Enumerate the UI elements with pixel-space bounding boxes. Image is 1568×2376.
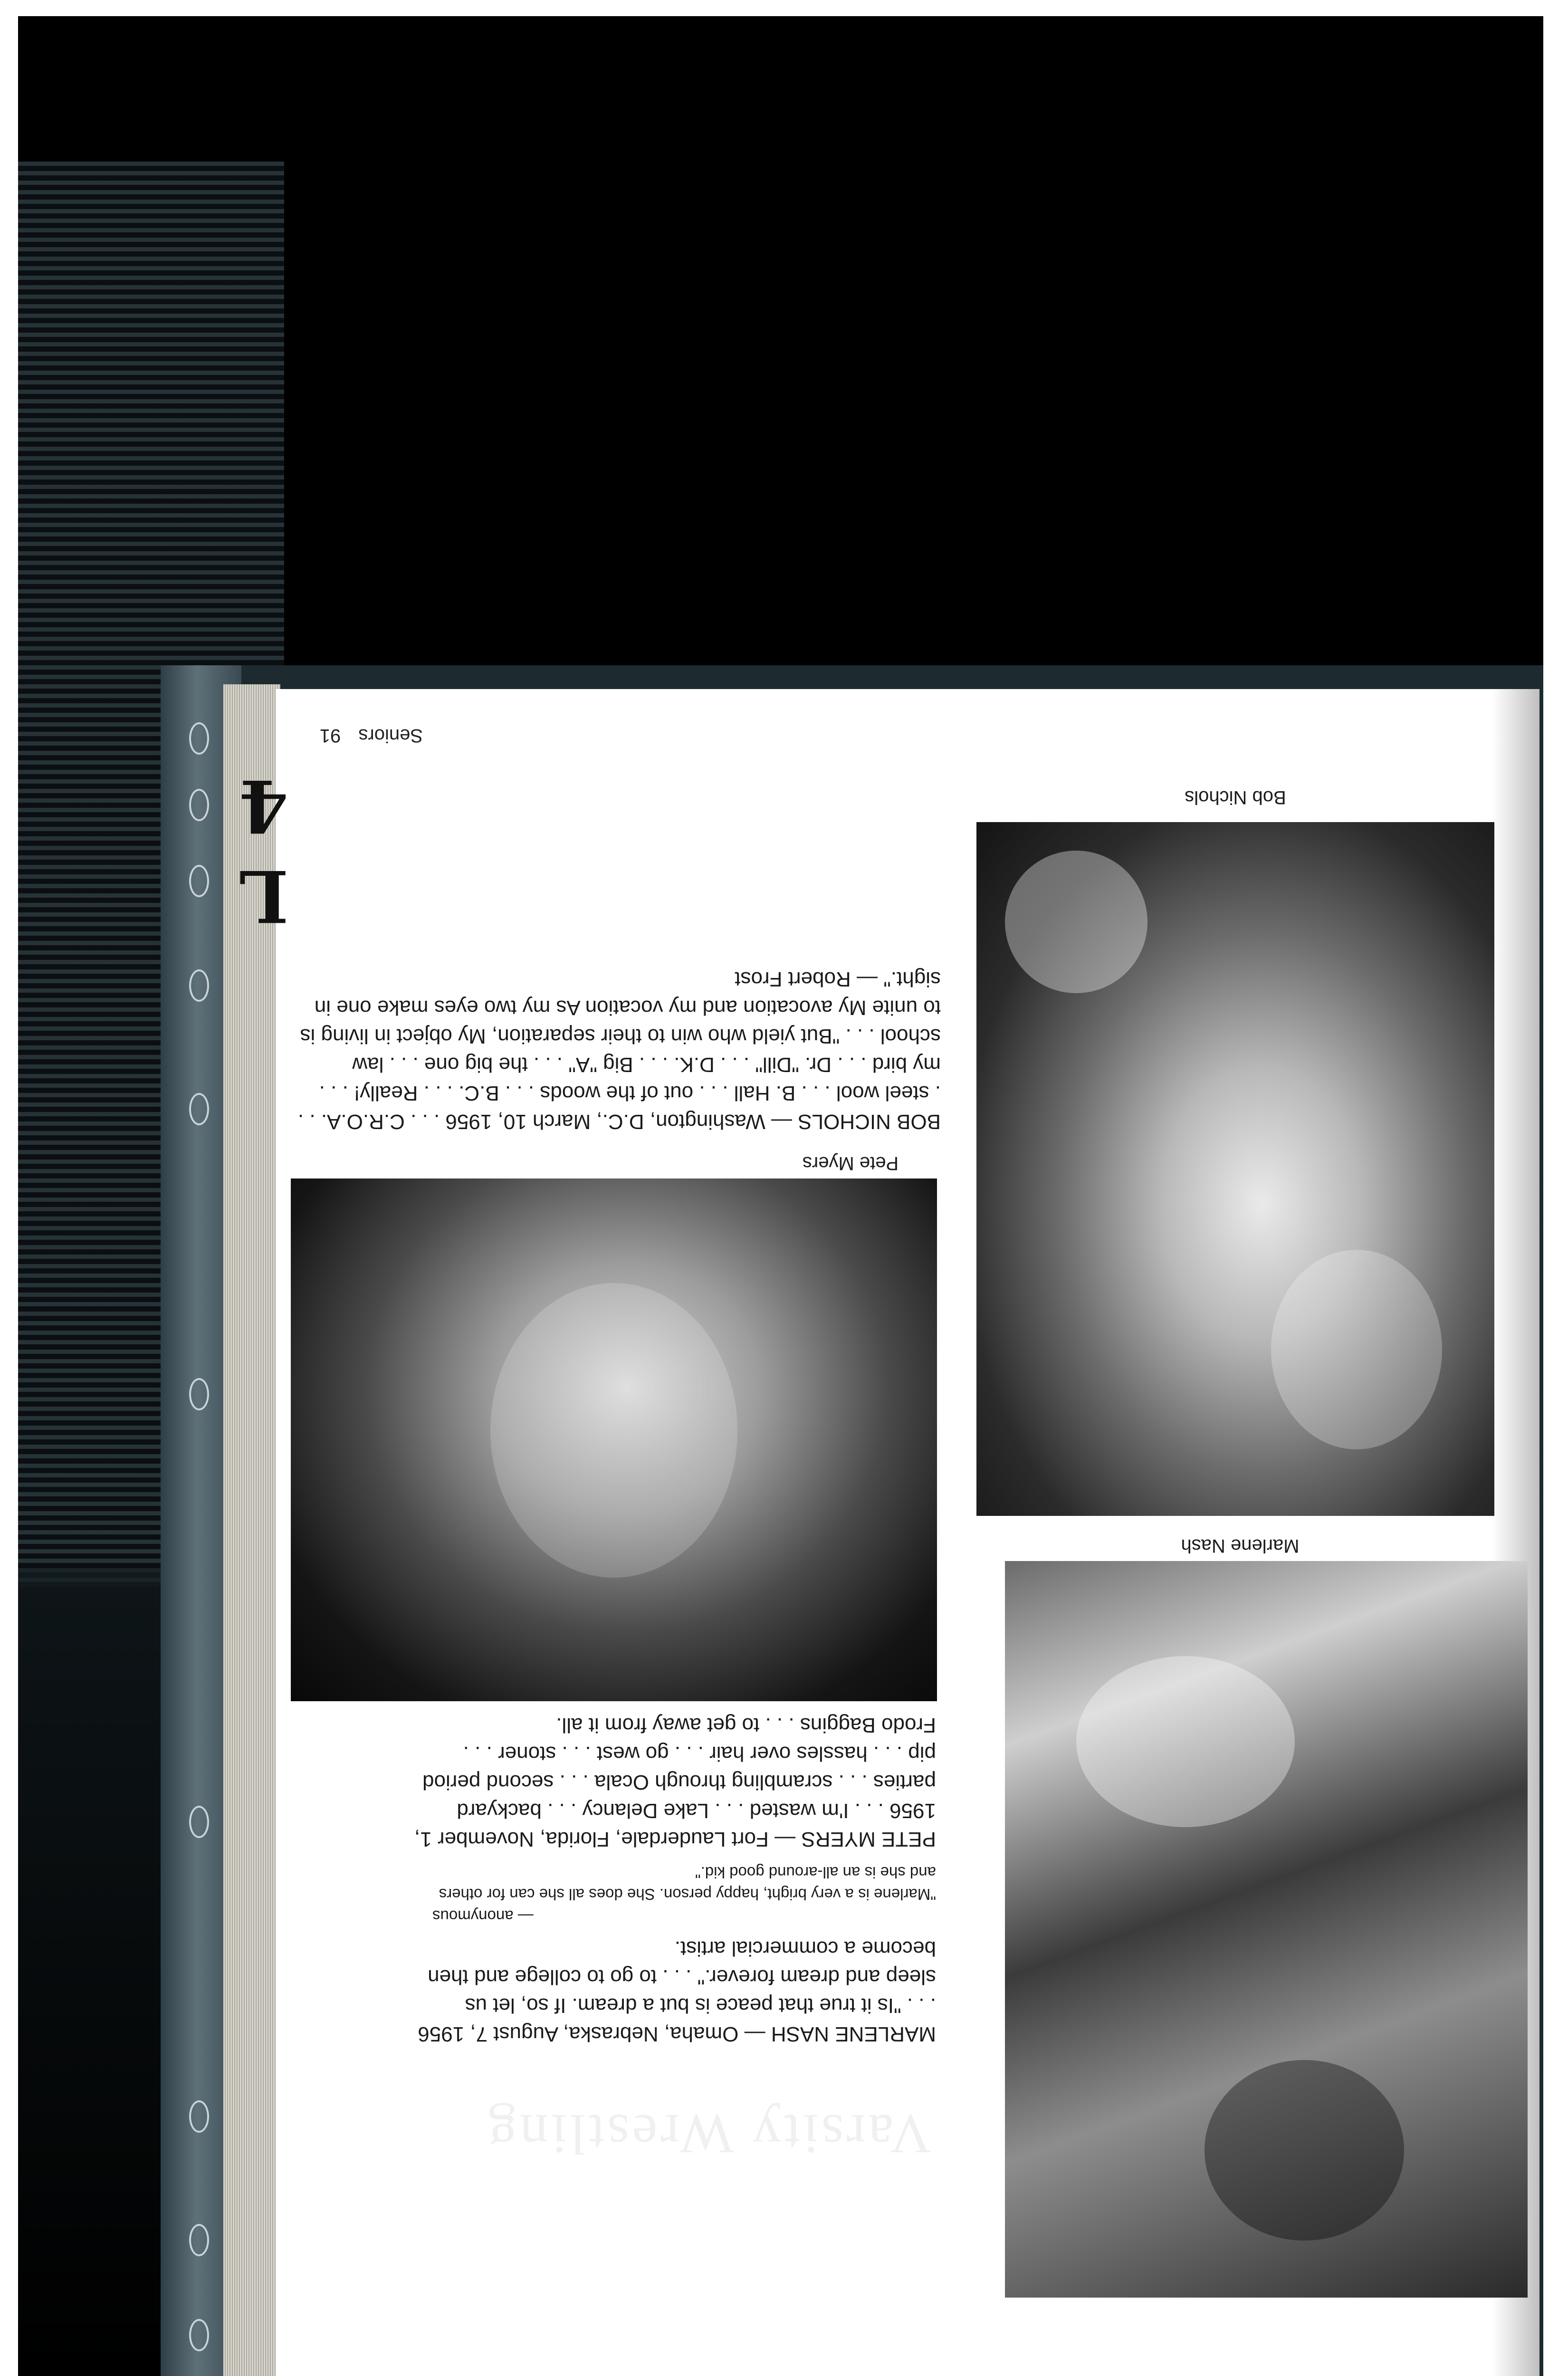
bob-nichols-photo: [976, 822, 1494, 1516]
marlene-photo-caption: Marlene Nash: [1181, 1535, 1300, 1556]
pete-myers-bio: PETE MYERS — Fort Lauderdale, Florida, November 1, 1956 . . . I'm wasted . . . Lake Delancy . . . backyard parties . . . scrambling through Ocala . . . second period pip . . . hassles over hair . . . go west . . . stoner . . . Frodo Baggins . . . to get away from it all.: [414, 1714, 936, 1851]
folio-number: 91: [319, 725, 341, 746]
marlene-attribution: — anonymous: [432, 1907, 534, 1925]
pete-photo-caption: Pete Myers: [802, 1153, 899, 1174]
marlene-quote-block: [413, 1856, 936, 1927]
bob-photo-caption: Bob Nichols: [1185, 787, 1286, 808]
marlene-nash-photo: [1005, 1561, 1528, 2298]
folio-section: Seniors: [358, 725, 423, 746]
marlene-nash-bio: MARLENE NASH — Omaha, Nebraska, August 7, 1956 . . . "Is it true that peace is but a dream. If so, let us sleep and dream forever." . . . to go to college and then become a commercial artist.: [418, 1937, 936, 2046]
page-folio: [280, 718, 423, 746]
show-through-heading: Varsity Wrestling: [485, 2103, 931, 2166]
marlene-quote: "Marlene is a very bright, happy person. She does all she can for others and she is an all-around good kid.": [439, 1864, 936, 1903]
bob-nichols-bio: BOB NICHOLS — Washington, D.C., March 10, 1956 . . . C.R.O.A. . . . steel wool . . . B. Hall . . . out of the woods . . . B.C. . . . Really! . . . my bird . . . Dr. "Dill" . . . D.K. . . . Big "A" . . . the big one . . . law school . . . "But yield who win to their separation, My object in living is to unite My avocation and my vocation As my two eyes make one in sight." — Robert Frost: [297, 968, 941, 1133]
pete-myers-photo: [291, 1178, 937, 1701]
handwritten-mark: L 4: [239, 764, 289, 938]
